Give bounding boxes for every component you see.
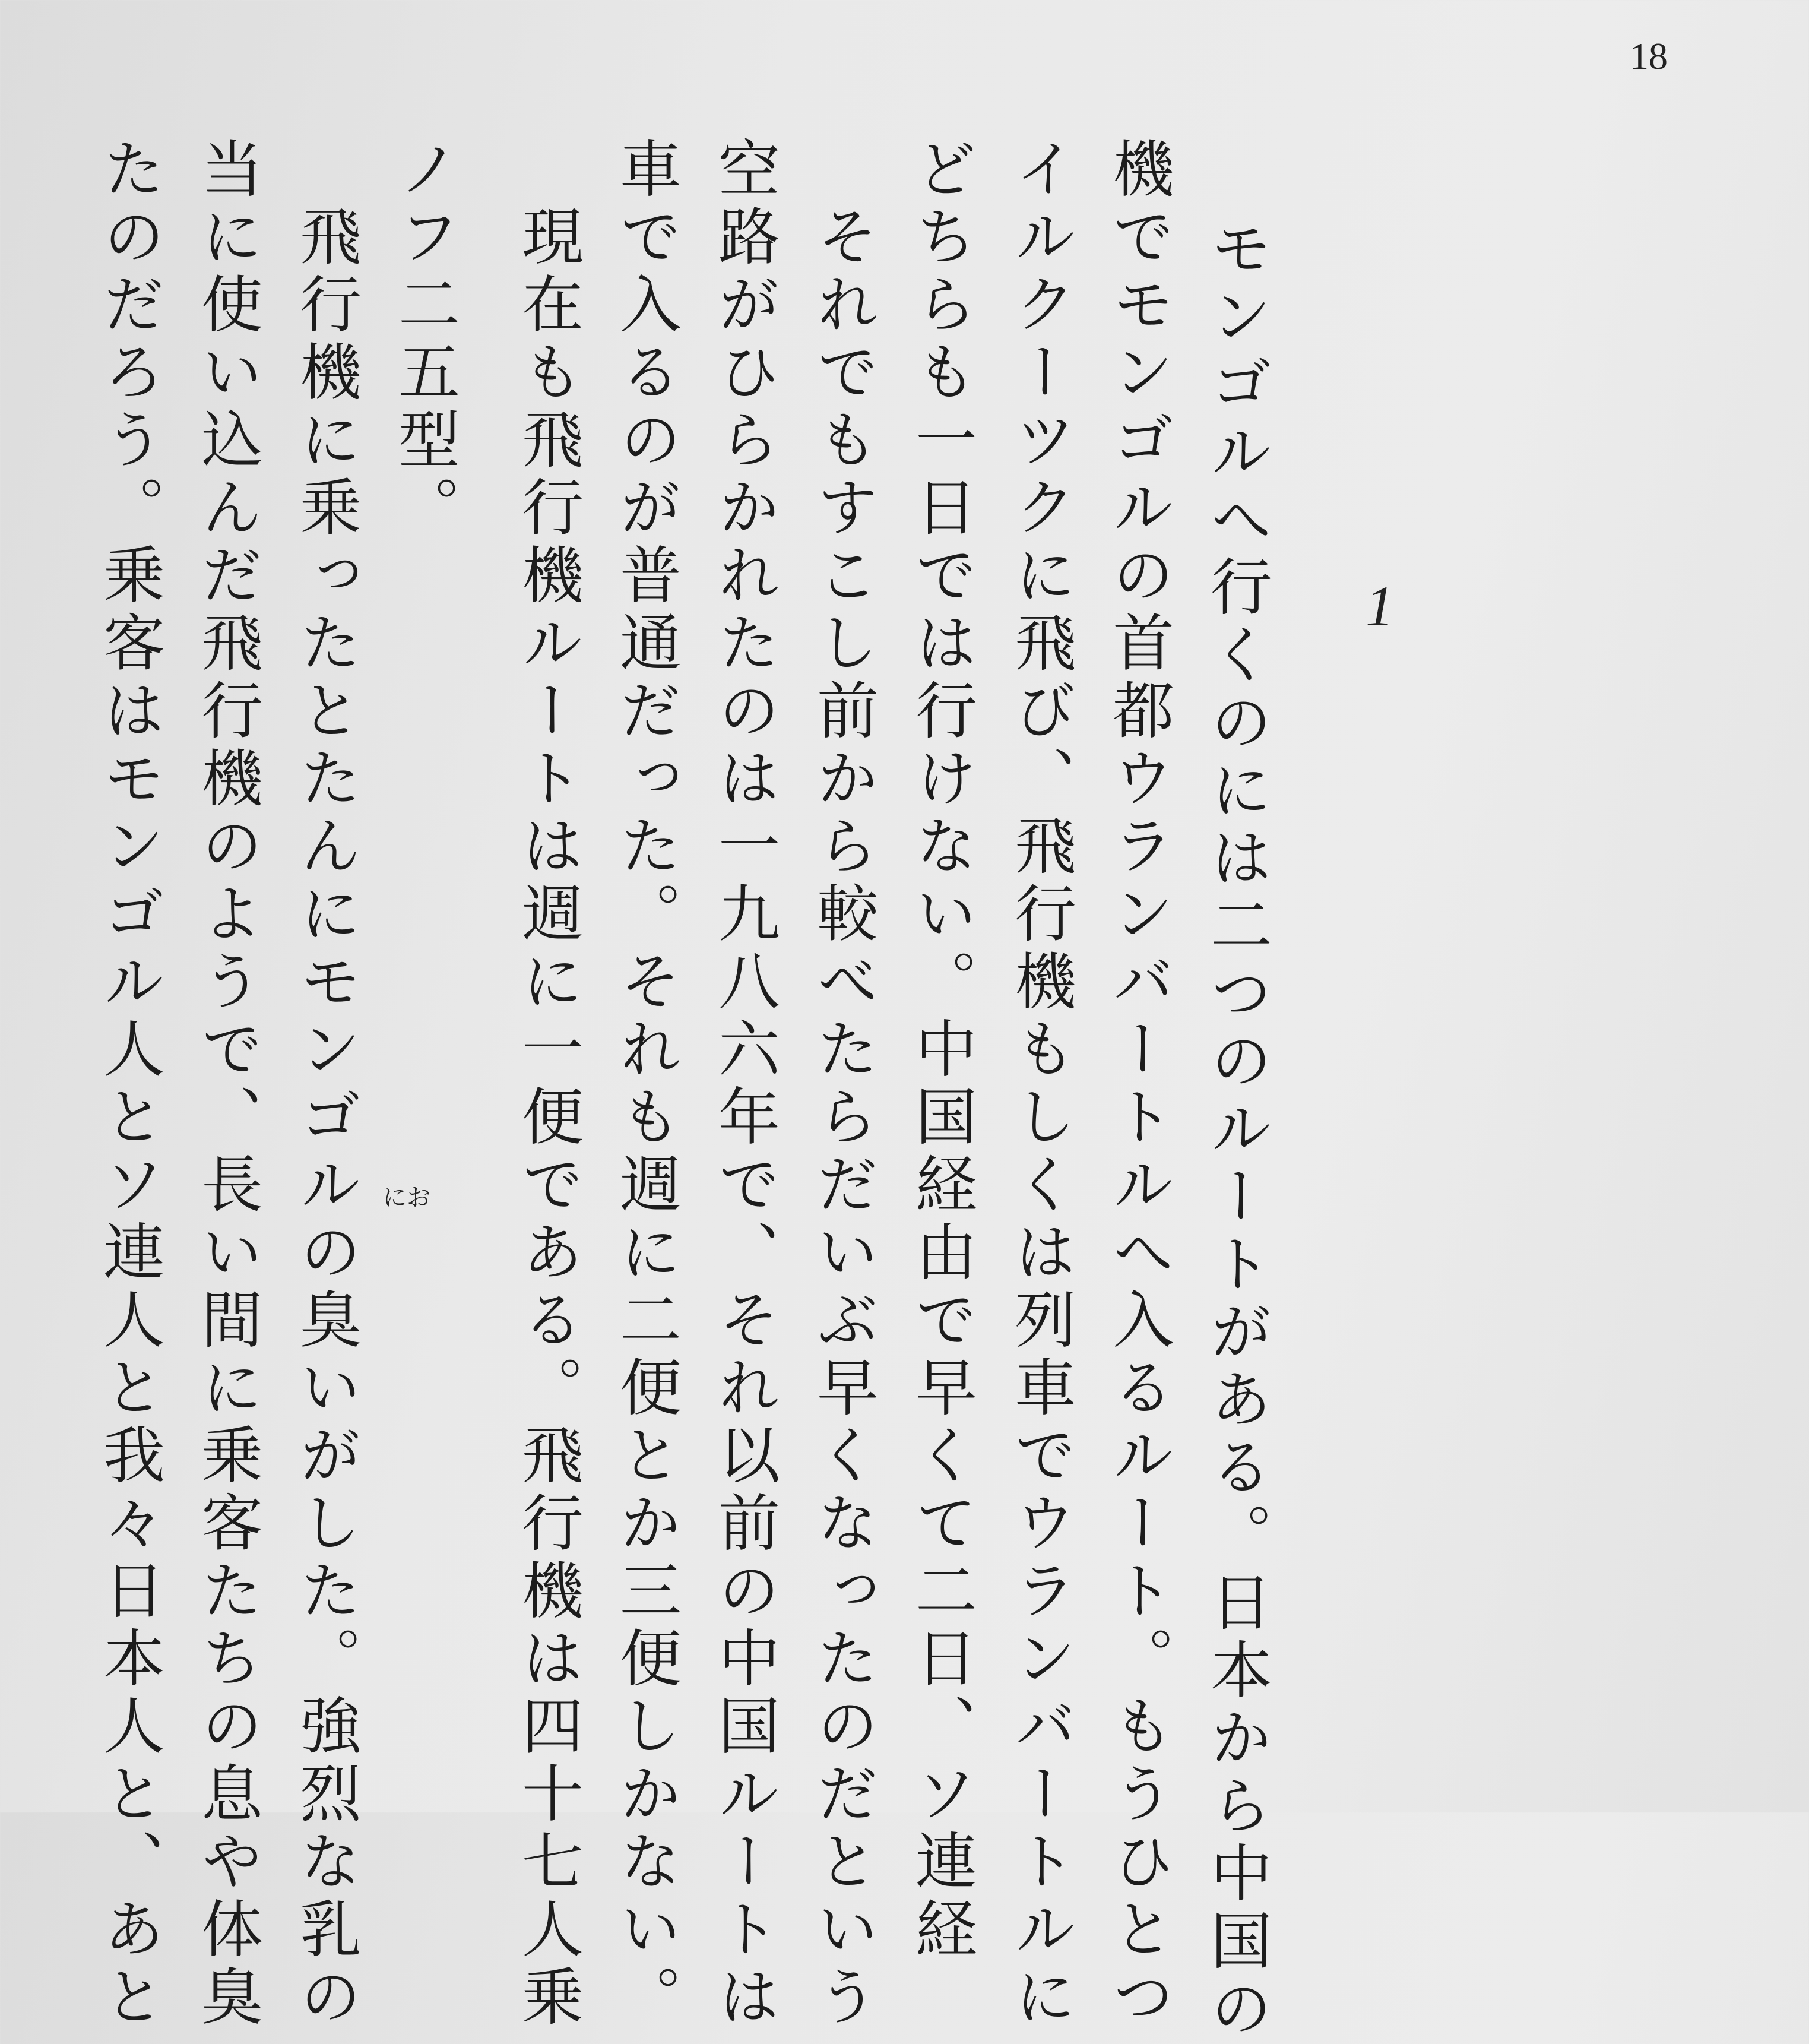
text-column-2: 機でモンゴルの首都ウランバートルへ入るルート。もうひとつ bbox=[1102, 137, 1174, 2032]
text-column-9: ノフ二五型。 bbox=[388, 137, 460, 543]
text-column-7: 車で入るのが普通だった。それも週に二便とか三便しかない。 bbox=[609, 137, 682, 2032]
text-column-8: 現在も飛行機ルートは週に一便である。飛行機は四十七人乗 bbox=[511, 137, 584, 2032]
text-column-10: 飛行機に乗ったとたんにモンゴルの臭いがした。強烈な乳の bbox=[289, 137, 362, 2032]
text-column-5: それでもすこし前から較べたらだいぶ早くなったのだという bbox=[806, 137, 879, 2032]
text-column-4: どちらも一日では行けない。中国経由で早くて二日、ソ連経 bbox=[905, 137, 977, 1964]
text-column-6: 空路がひらかれたのは一九八六年で、それ以前の中国ルートは bbox=[708, 137, 780, 2032]
text-column-3: イルクーツクに飛び、飛行機もしくは列車でウランバートルに bbox=[1004, 137, 1076, 2032]
chapter-number: 1 bbox=[1366, 574, 1394, 638]
text-column-1: モンゴルへ行くのには二つのルートがある。日本から中国の bbox=[1200, 148, 1272, 2044]
text-column-12: たのだろう。乗客はモンゴル人とソ連人と我々日本人と、あと bbox=[93, 137, 165, 2032]
text-column-11: 当に使い込んだ飛行機のようで、長い間に乗客たちの息や体臭 bbox=[191, 137, 263, 2032]
page-number: 18 bbox=[1630, 35, 1668, 77]
ruby-annotation: にお bbox=[383, 1184, 430, 1211]
